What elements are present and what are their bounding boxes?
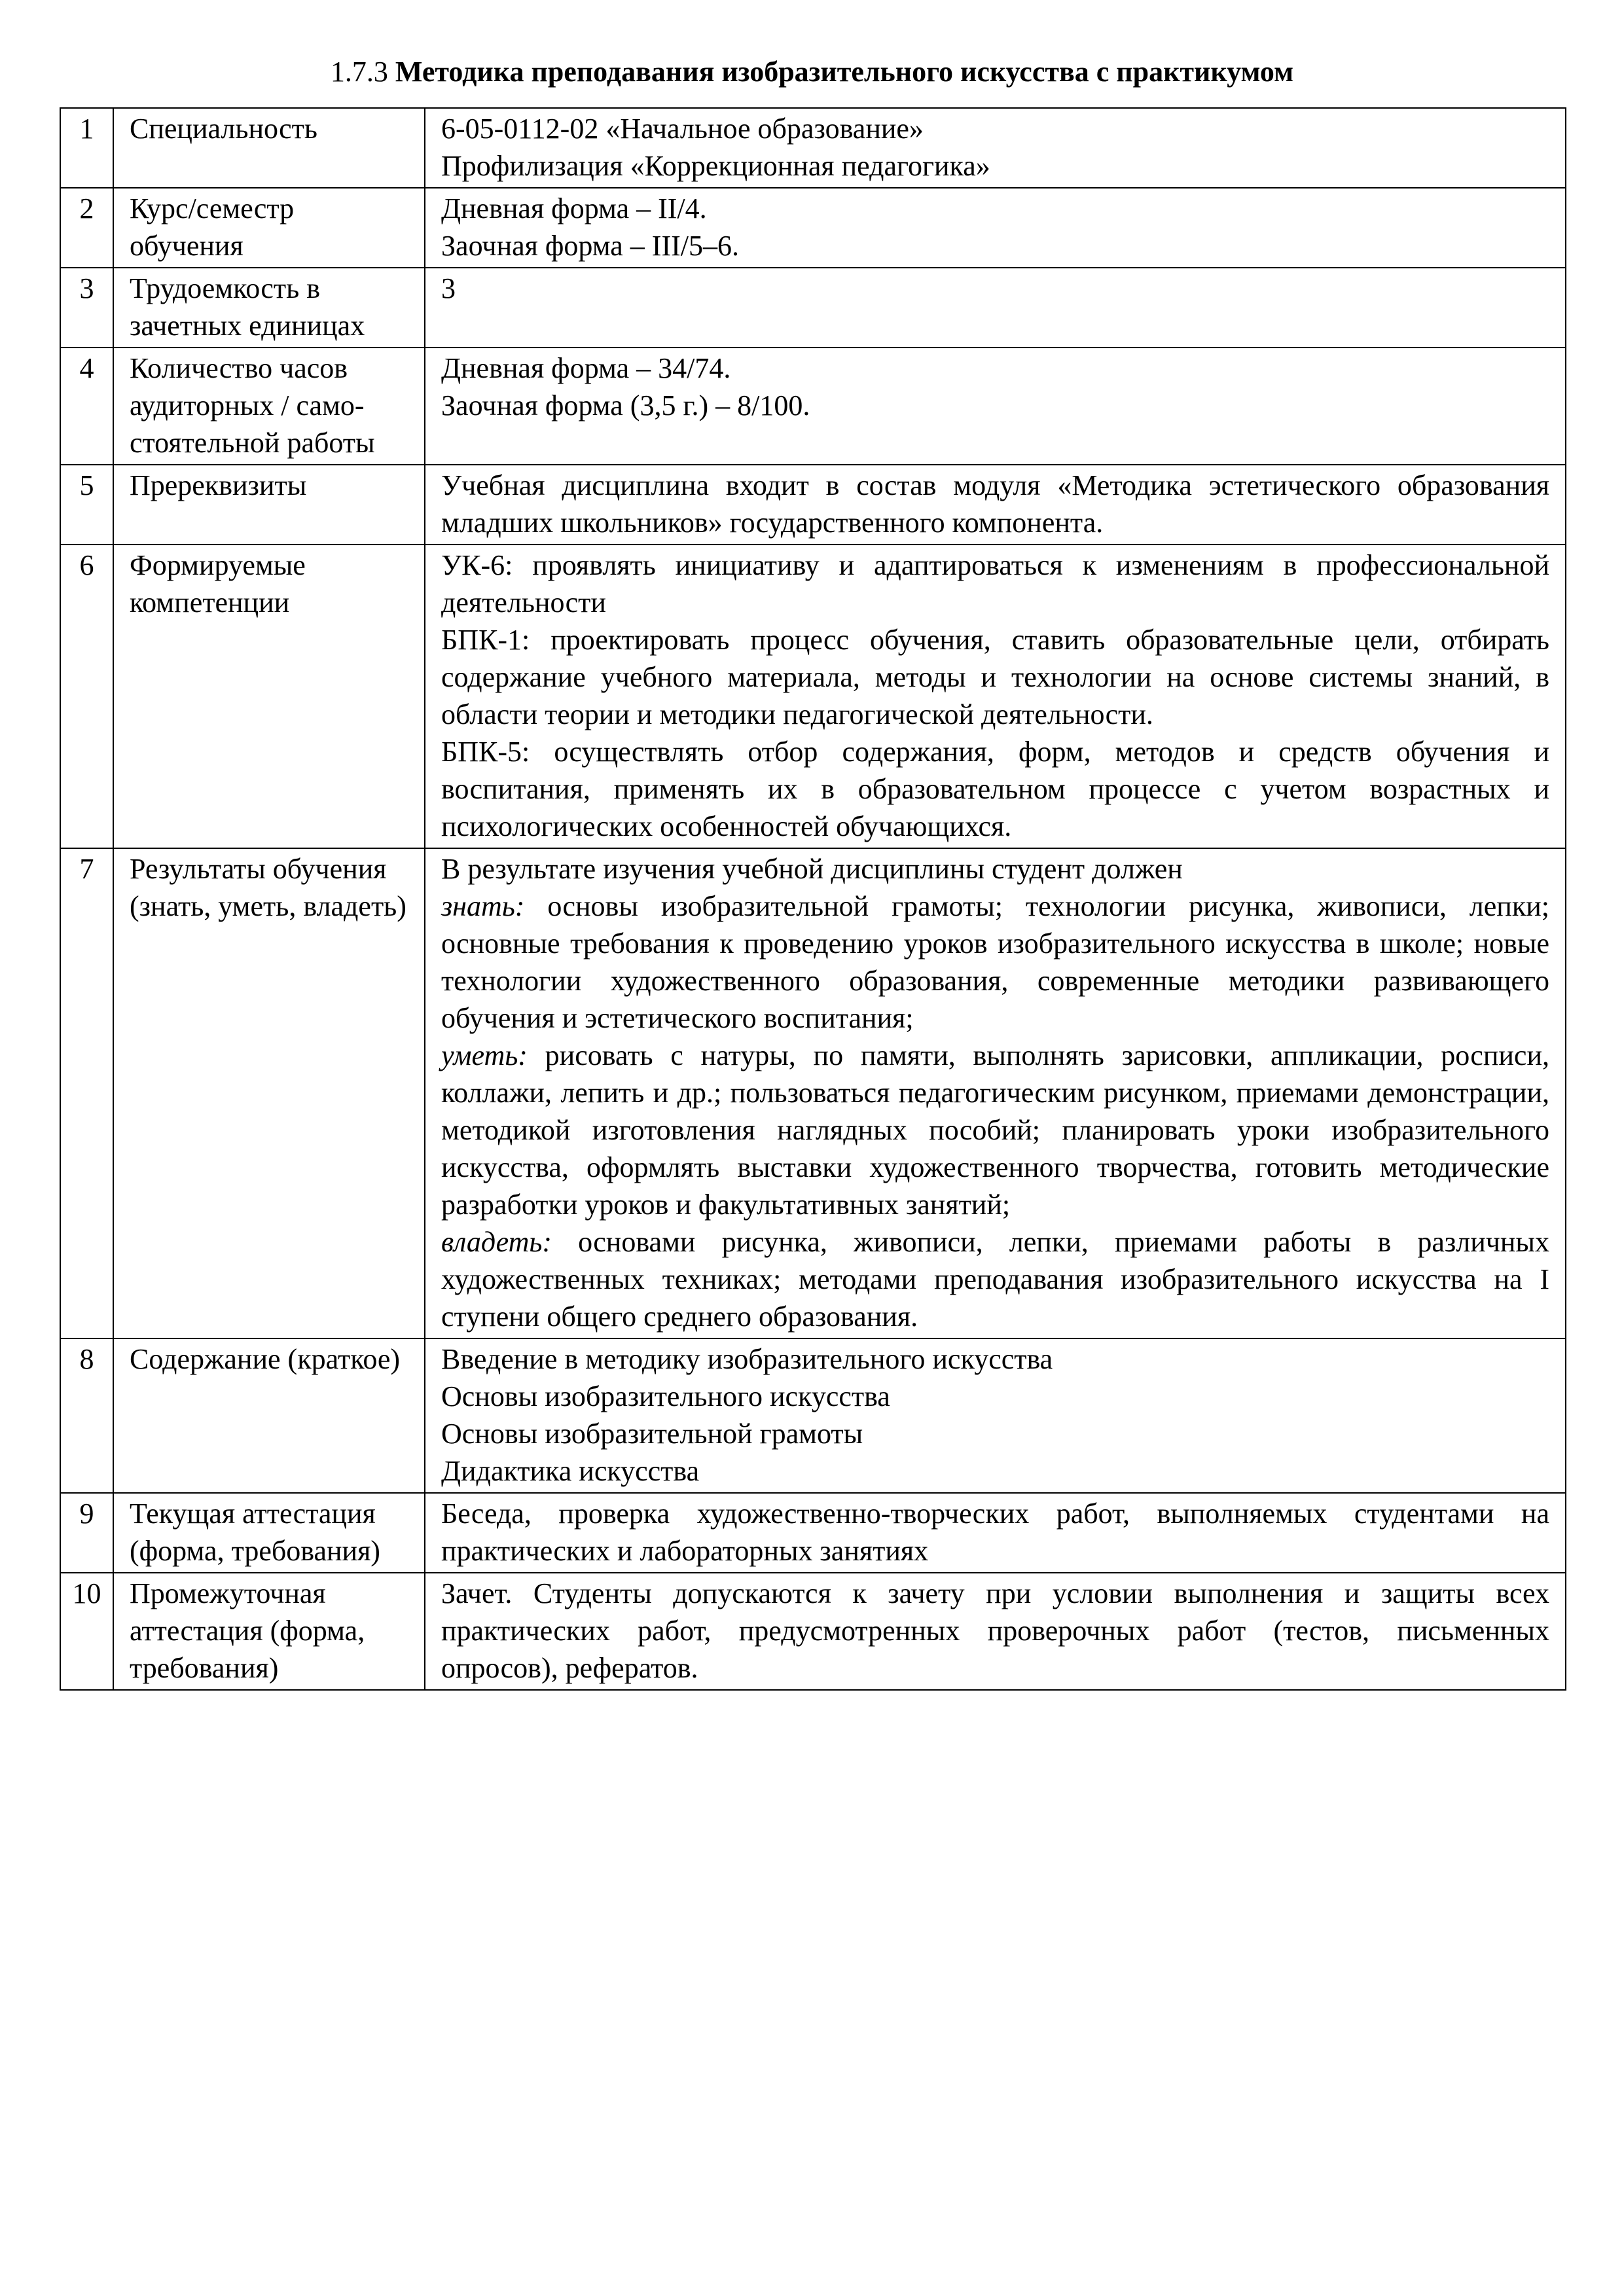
table-row <box>60 268 1566 348</box>
content-topic: Дидактика искусства <box>441 1455 700 1487</box>
row-number: 2 <box>60 188 113 268</box>
table-row <box>60 1493 1566 1573</box>
row-value <box>425 1493 1566 1573</box>
value-line: Профилизация «Коррекционная педагогика» <box>441 150 990 182</box>
value-line: 3 <box>441 272 456 304</box>
result-know <box>441 888 1549 1037</box>
result-can <box>441 1037 1549 1223</box>
result-text: рисовать с натуры, по памяти, выполнять зарисовки, аппликации, росписи, коллажи, лепить и др.; пользоваться педагогическим рисунком, приемами демонстрации, методикой изготовления наглядных пособий; планировать уроки изобразительного искусства, оформлять выставки художественного творчества, готовить методические разработки уроков и факультативных занятий; <box>441 1039 1549 1221</box>
row-label: Трудоемкость в зачетных единицах <box>113 268 425 348</box>
table-row <box>60 848 1566 1338</box>
competence-bpk5: БПК-5: осуществлять отбор содержания, форм, методов и средств обучения и воспитания, применять их в образовательном процессе с учетом возрастных и психологических особенностей обучающихся. <box>441 736 1549 842</box>
row-label: Пререквизиты <box>113 465 425 545</box>
row-number: 6 <box>60 545 113 848</box>
keyword-know: знать: <box>441 890 525 922</box>
row-label: Специальность <box>113 108 425 188</box>
table-row <box>60 348 1566 465</box>
content-topic: Основы изобразительной грамоты <box>441 1418 863 1450</box>
table-row <box>60 188 1566 268</box>
row-number: 10 <box>60 1573 113 1690</box>
document-title <box>0 54 1624 90</box>
row-label: Содержание (краткое) <box>113 1338 425 1493</box>
result-text: основами рисунка, живописи, лепки, приемами работы в различных художественных техниках; методами преподавания изобразительного искусства на I ступени общего среднего образования. <box>441 1226 1549 1333</box>
table-row <box>60 545 1566 848</box>
row-value <box>425 465 1566 545</box>
row-label: Формируемые компетенции <box>113 545 425 848</box>
row-number: 4 <box>60 348 113 465</box>
row-label: Результаты обучения (знать, уметь, владеть) <box>113 848 425 1338</box>
results-intro: В результате изучения учебной дисциплины студент должен <box>441 853 1183 885</box>
content-topic: Введение в методику изобразительного искусства <box>441 1343 1053 1375</box>
row-number: 5 <box>60 465 113 545</box>
row-value <box>425 348 1566 465</box>
row-label: Количество часов аудиторных / само-стоятельной работы <box>113 348 425 465</box>
value-paragraph: Зачет. Студенты допускаются к зачету при условии выполнения и защиты всех практических работ, предусмотренных проверочных работ (тестов, письменных опросов), рефератов. <box>441 1577 1549 1684</box>
value-line: Заочная форма – III/5–6. <box>441 230 739 262</box>
row-number: 7 <box>60 848 113 1338</box>
value-line: Дневная форма – II/4. <box>441 192 707 224</box>
row-value <box>425 268 1566 348</box>
competence-bpk1: БПК-1: проектировать процесс обучения, ставить образовательные цели, отбирать содержание учебного материала, методы и технологии на основе системы знаний, в области теории и методики педагогической деятельности. <box>441 624 1549 730</box>
row-value <box>425 848 1566 1338</box>
table-row <box>60 1573 1566 1690</box>
title-text: Методика преподавания изобразительного искусства с практикумом <box>395 56 1294 88</box>
row-number: 1 <box>60 108 113 188</box>
result-text: основы изобразительной грамоты; технологии рисунка, живописи, лепки; основные требования к проведению уроков изобразительного искусства в школе; новые технологии художественного образования, современные методики развивающего обучения и эстетического воспитания; <box>441 890 1549 1034</box>
row-label: Текущая аттестация (форма, требования) <box>113 1493 425 1573</box>
value-paragraph: Учебная дисциплина входит в состав модуля «Методика эстетического образования младших школьников» государственного компонента. <box>441 469 1549 539</box>
value-line: 6-05-0112-02 «Начальное образование» <box>441 113 924 145</box>
row-label: Промежуточная аттестация (форма, требования) <box>113 1573 425 1690</box>
keyword-can: уметь: <box>441 1039 528 1071</box>
competence-uk6: УК-6: проявлять инициативу и адаптироваться к изменениям в профессиональной деятельности <box>441 549 1549 619</box>
keyword-master: владеть: <box>441 1226 552 1258</box>
row-value <box>425 108 1566 188</box>
value-line: Дневная форма – 34/74. <box>441 352 731 384</box>
title-number: 1.7.3 <box>330 56 388 88</box>
value-paragraph: Беседа, проверка художественно-творческих работ, выполняемых студентами на практических и лабораторных занятиях <box>441 1498 1549 1567</box>
row-value <box>425 1573 1566 1690</box>
row-value <box>425 1338 1566 1493</box>
row-number: 3 <box>60 268 113 348</box>
content-topic: Основы изобразительного искусства <box>441 1380 890 1412</box>
row-number: 9 <box>60 1493 113 1573</box>
result-master <box>441 1223 1549 1335</box>
value-line: Заочная форма (3,5 г.) – 8/100. <box>441 389 810 422</box>
table-row <box>60 1338 1566 1493</box>
row-label: Курс/семестр обучения <box>113 188 425 268</box>
row-value <box>425 188 1566 268</box>
row-value <box>425 545 1566 848</box>
table-row <box>60 465 1566 545</box>
table-row <box>60 108 1566 188</box>
course-spec-table <box>60 107 1566 1691</box>
row-number: 8 <box>60 1338 113 1493</box>
